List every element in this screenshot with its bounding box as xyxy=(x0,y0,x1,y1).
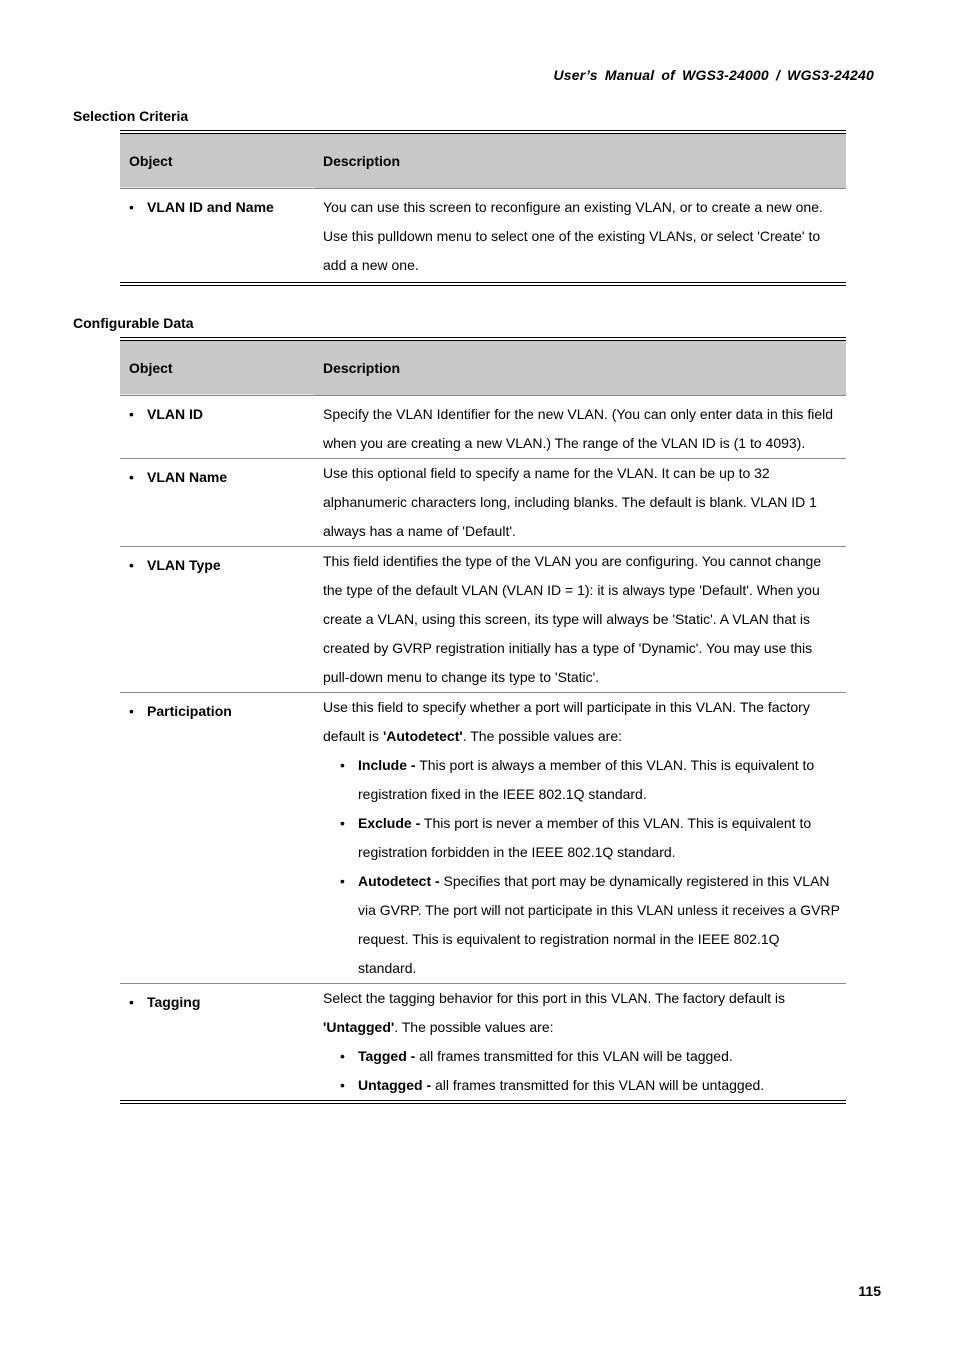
bullet-icon: • xyxy=(340,757,345,773)
bullet-icon: • xyxy=(340,815,345,831)
table-row xyxy=(120,459,846,547)
table-row xyxy=(120,984,846,1100)
object-cell xyxy=(120,463,315,492)
object-cell xyxy=(120,988,315,1017)
selection-criteria-table xyxy=(120,130,846,286)
object-label: VLAN ID and Name xyxy=(147,199,274,215)
default-value: 'Autodetect' xyxy=(382,728,463,744)
object-cell xyxy=(120,400,315,429)
default-value: 'Untagged' xyxy=(323,1019,395,1035)
bullet-icon: • xyxy=(129,469,134,485)
object-label: VLAN ID xyxy=(147,406,203,422)
section-heading-selection-criteria: Selection Criteria xyxy=(73,108,189,124)
list-item: • Tagged - all frames transmitted for this VLAN will be tagged. xyxy=(340,1042,840,1071)
tagging-intro: Select the tagging behavior for this port in this VLAN. The factory default is 'Untagged'. The possible values are: xyxy=(323,990,785,1035)
table-row xyxy=(120,189,846,282)
object-label: Tagging xyxy=(147,994,201,1010)
list-item: • Exclude - This port is never a member of this VLAN. This is equivalent to registration forbidden in the IEEE 802.1Q standard. xyxy=(340,809,840,867)
participation-intro: Use this field to specify whether a port will participate in this VLAN. The factory default is 'Autodetect'. The possible values are: xyxy=(323,699,810,744)
bullet-icon: • xyxy=(129,199,134,215)
bullet-icon: • xyxy=(340,1048,345,1064)
section-heading-configurable-data: Configurable Data xyxy=(73,315,194,331)
table-header xyxy=(120,341,846,396)
object-cell xyxy=(120,697,315,726)
description-cell: Use this optional field to specify a name for the VLAN. It can be up to 32 alphanumeric characters long, including blanks. The default is blank. VLAN ID 1 always has a name of 'Default'. xyxy=(323,465,817,539)
bullet-icon: • xyxy=(129,703,134,719)
list-item: • Untagged - all frames transmitted for this VLAN will be untagged. xyxy=(340,1071,840,1100)
table-row xyxy=(120,396,846,459)
bullet-icon: • xyxy=(340,1077,345,1093)
table-header xyxy=(120,134,846,189)
object-label: VLAN Name xyxy=(147,469,228,485)
possible-values-list xyxy=(323,1042,840,1100)
bullet-icon: • xyxy=(129,557,134,573)
object-label: VLAN Type xyxy=(147,557,221,573)
table-row xyxy=(120,547,846,693)
list-item: • Autodetect - Specifies that port may be dynamically registered in this VLAN via GVRP. The port will not participate in this VLAN unless it receives a GVRP request. This is equivalent to registration normal in the IEEE 802.1Q standard. xyxy=(340,867,840,983)
description-cell: You can use this screen to reconfigure an existing VLAN, or to create a new one. Use this pulldown menu to select one of the existing VLANs, or select 'Create' to add a new one. xyxy=(323,199,823,273)
object-cell xyxy=(120,193,315,222)
possible-values-list xyxy=(323,751,840,983)
column-header-description: Description xyxy=(323,360,401,376)
object-cell xyxy=(120,551,315,580)
description-cell: Specify the VLAN Identifier for the new VLAN. (You can only enter data in this field when you are creating a new VLAN.) The range of the VLAN ID is (1 to 4093). xyxy=(323,406,833,451)
description-cell xyxy=(315,693,846,983)
bullet-icon: • xyxy=(340,873,345,889)
bullet-icon: • xyxy=(129,994,134,1010)
description-cell: This field identifies the type of the VLAN you are configuring. You cannot change the type of the default VLAN (VLAN ID = 1): it is always type 'Default'. When you create a VLAN, using this screen, its type will always be 'Static'. A VLAN that is created by GVRP registration initially has a type of 'Dynamic'. You may use this pull-down menu to change its type to 'Static'. xyxy=(323,553,822,685)
object-label: Participation xyxy=(147,703,232,719)
bullet-icon: • xyxy=(129,406,134,422)
page-number: 115 xyxy=(858,1283,881,1299)
column-header-object: Object xyxy=(120,341,315,395)
configurable-data-table xyxy=(120,337,846,1104)
list-item: • Include - This port is always a member of this VLAN. This is equivalent to registration fixed in the IEEE 802.1Q standard. xyxy=(340,751,840,809)
running-header: User’s Manual of WGS3-24000 / WGS3-24240 xyxy=(553,67,874,83)
column-header-object: Object xyxy=(120,134,315,188)
description-cell xyxy=(315,984,846,1100)
table-row xyxy=(120,693,846,984)
column-header-description: Description xyxy=(323,153,401,169)
